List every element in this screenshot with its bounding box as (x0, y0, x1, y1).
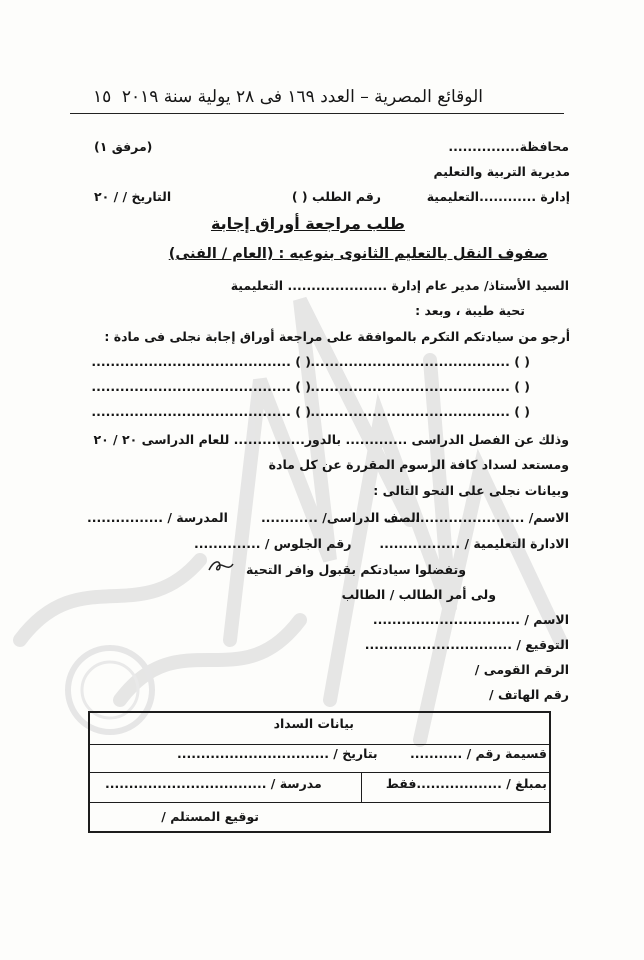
phone-field: رقم الهاتف / (489, 687, 569, 702)
box-divider (90, 744, 549, 745)
subject-field: ( ) .......................................... (310, 354, 530, 369)
subject-field: ( ) .......................................... (91, 379, 311, 394)
subject-field: ( ) .......................................... (91, 354, 311, 369)
student-name-field: الاسم/ ............................. (386, 510, 569, 525)
fees-line: ومستعد لسداد كافة الرسوم المقررة عن كل مادة (268, 457, 569, 472)
addressee-line: السيد الأستاذ/ مدير عام إدارة ..................... التعليمية (230, 278, 569, 293)
date-field: التاريخ / / ٢٠ (94, 189, 172, 204)
receiver-signature-field: توقيع المستلم / (161, 809, 259, 824)
form-subtitle: صفوف النقل بالتعليم الثانوى بنوعيه : (العام / الفنى) (168, 246, 548, 262)
box-divider (361, 772, 362, 802)
guardian-label: ولى أمر الطالب / الطالب (341, 587, 496, 602)
grade-field: الصف الدراسى/ ............ (260, 510, 420, 525)
header-rule (70, 113, 564, 114)
payment-title: بيانات السداد (273, 716, 354, 731)
subject-field: ( ) .......................................... (310, 379, 530, 394)
subject-field: ( ) .......................................... (91, 404, 311, 419)
request-number-field: رقم الطلب ( ) (291, 189, 381, 204)
receipt-date-field: بتاريخ / ................................ (177, 746, 378, 761)
form-title: طلب مراجعة أوراق إجابة (210, 214, 405, 233)
attachment-label: (مرفق ١) (94, 139, 153, 154)
student-data-line: وبيانات نجلى على النحو التالى : (373, 483, 569, 498)
box-divider (90, 802, 549, 803)
payment-school-field: مدرسة / .................................. (105, 776, 322, 791)
directorate-label: مديرية التربية والتعليم (433, 164, 570, 179)
request-text: أرجو من سيادتكم التكرم بالموافقة على مراجعة أوراق إجابة نجلى فى مادة : (104, 329, 570, 344)
greeting-line: تحية طيبة ، وبعد : (415, 303, 525, 318)
national-id-field: الرقم القومى / (474, 662, 569, 677)
educational-admin-field: الادارة التعليمية / ................. (379, 536, 569, 551)
amount-field: بمبلغ / ..................فقط (385, 776, 547, 791)
closing-line: وتفضلوا سيادتكم بقبول وافر التحية (246, 562, 466, 577)
governorate-field: محافظة............... (448, 139, 569, 154)
guardian-name-field: الاسم / ............................... (372, 612, 569, 627)
administration-field: إدارة ............التعليمية (426, 189, 570, 204)
page-number: ١٥ (93, 87, 112, 107)
school-field: المدرسة / ................ (87, 510, 228, 525)
receipt-number-field: قسيمة رقم / ........... (409, 746, 547, 761)
box-divider (90, 772, 549, 773)
seat-number-field: رقم الجلوس / .............. (194, 536, 352, 551)
gazette-header-title: الوقائع المصرية – العدد ١٦٩ فى ٢٨ يولية سنة ٢٠١٩ (121, 87, 483, 107)
guardian-signature-field: التوقيع / ............................... (364, 637, 569, 652)
term-line: وذلك عن الفصل الدراسى ............. بالدور............... للعام الدراسى ٢٠ / ٢٠ (93, 432, 569, 447)
handwritten-mark (206, 558, 236, 578)
subject-field: ( ) .......................................... (310, 404, 530, 419)
